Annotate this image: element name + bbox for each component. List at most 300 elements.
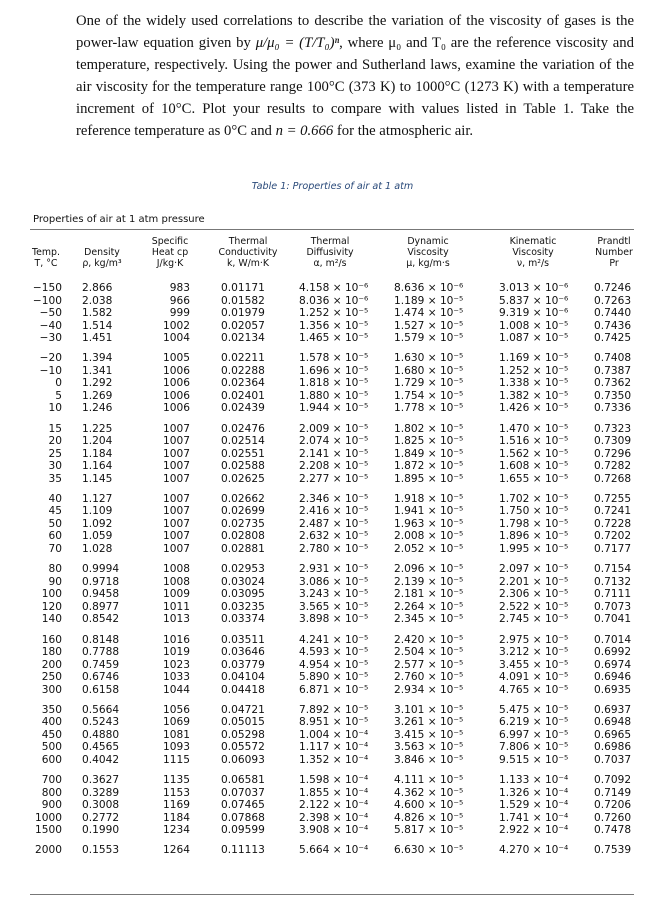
cell-prandtl: 0.6946 (594, 671, 632, 683)
cell-diffusivity: 1.356 × 10⁻⁵ (299, 319, 369, 332)
cell-specific-heat: 966 (169, 294, 190, 307)
cell-diffusivity: 1.578 × 10⁻⁵ (299, 352, 369, 365)
cell-density: 1.292 (82, 377, 113, 390)
cell-conductivity: 0.05572 (221, 741, 265, 754)
cell-diffusivity: 2.122 × 10⁻⁴ (299, 799, 369, 812)
cell-specific-heat: 1006 (163, 389, 190, 402)
cell-conductivity: 0.02364 (221, 377, 265, 390)
cell-conductivity: 0.01171 (221, 282, 265, 294)
cell-density: 1.184 (82, 447, 113, 460)
cell-kinematic-viscosity: 4.270 × 10⁻⁴ (499, 844, 569, 857)
cell-conductivity: 0.01582 (221, 294, 265, 307)
cell-diffusivity: 3.243 × 10⁻⁵ (299, 588, 369, 601)
cell-temp: 25 (48, 447, 62, 460)
cell-density: 1.204 (82, 435, 113, 448)
header-specific-heat (130, 236, 210, 269)
table-caption: Table 1: Properties of air at 1 atm (251, 181, 414, 192)
cell-diffusivity: 2.487 × 10⁻⁵ (299, 517, 369, 530)
cell-specific-heat: 999 (169, 307, 190, 319)
cell-kinematic-viscosity: 1.702 × 10⁻⁵ (499, 492, 569, 505)
cell-density: 1.059 (82, 530, 113, 543)
cell-dynamic-viscosity: 2.096 × 10⁻⁵ (394, 563, 464, 576)
table-title: Properties of air at 1 atm pressure (33, 214, 205, 225)
cell-prandtl: 0.7228 (594, 517, 632, 530)
cell-temp: 300 (41, 683, 62, 696)
cell-density: 1.394 (82, 352, 113, 365)
header-line: Temp. (32, 247, 60, 258)
cell-temp: 70 (48, 542, 62, 555)
cell-dynamic-viscosity: 2.577 × 10⁻⁵ (394, 658, 464, 671)
cell-prandtl: 0.7323 (594, 422, 632, 435)
cell-specific-heat: 1013 (163, 613, 190, 626)
cell-diffusivity: 5.890 × 10⁻⁵ (299, 671, 369, 683)
cell-specific-heat: 1044 (163, 683, 190, 696)
cell-dynamic-viscosity: 1.754 × 10⁻⁵ (394, 389, 464, 402)
cell-specific-heat: 1135 (163, 774, 190, 787)
cell-specific-heat: 983 (169, 282, 190, 294)
problem-paragraph (76, 10, 634, 142)
cell-diffusivity: 1.252 × 10⁻⁵ (299, 307, 369, 319)
cell-dynamic-viscosity: 1.729 × 10⁻⁵ (394, 377, 464, 390)
cell-kinematic-viscosity: 1.252 × 10⁻⁵ (499, 364, 569, 377)
cell-temp: 350 (41, 703, 62, 716)
cell-prandtl: 0.7092 (594, 774, 632, 787)
cell-temp: 250 (41, 671, 62, 683)
header-line: ρ, kg/m³ (82, 258, 122, 269)
cell-dynamic-viscosity: 2.181 × 10⁻⁵ (394, 588, 464, 601)
cell-density: 2.866 (82, 282, 113, 294)
cell-diffusivity: 3.898 × 10⁻⁵ (299, 613, 369, 626)
cell-kinematic-viscosity: 2.201 × 10⁻⁵ (499, 575, 569, 588)
cell-specific-heat: 1169 (163, 799, 190, 812)
cell-dynamic-viscosity: 2.934 × 10⁻⁵ (394, 683, 464, 696)
cell-temp: 60 (48, 530, 62, 543)
cell-kinematic-viscosity: 1.995 × 10⁻⁵ (499, 542, 569, 555)
cell-density: 1.092 (82, 517, 113, 530)
cell-specific-heat: 1006 (163, 364, 190, 377)
header-kinematic-viscosity (493, 236, 573, 269)
cell-density: 1.127 (82, 492, 113, 505)
cell-temp: 140 (41, 613, 62, 626)
cell-conductivity: 0.02699 (221, 505, 265, 518)
cell-conductivity: 0.02439 (221, 402, 265, 415)
cell-prandtl: 0.7268 (594, 472, 632, 485)
cell-kinematic-viscosity: 1.741 × 10⁻⁴ (499, 811, 569, 824)
cell-prandtl: 0.7149 (594, 786, 632, 799)
cell-dynamic-viscosity: 6.630 × 10⁻⁵ (394, 844, 464, 857)
cell-specific-heat: 1002 (163, 319, 190, 332)
header-line: Dynamic (407, 236, 449, 247)
cell-prandtl: 0.6935 (594, 683, 632, 696)
cell-kinematic-viscosity: 2.922 × 10⁻⁴ (499, 824, 569, 837)
cell-specific-heat: 1081 (163, 728, 190, 741)
cell-specific-heat: 1019 (163, 646, 190, 658)
cell-dynamic-viscosity: 1.825 × 10⁻⁵ (394, 435, 464, 448)
cell-prandtl: 0.6986 (594, 741, 632, 754)
cell-conductivity: 0.02057 (221, 319, 265, 332)
cell-kinematic-viscosity: 3.455 × 10⁻⁵ (499, 658, 569, 671)
cell-specific-heat: 1008 (163, 575, 190, 588)
cell-specific-heat: 1007 (163, 447, 190, 460)
cell-kinematic-viscosity: 2.306 × 10⁻⁵ (499, 588, 569, 601)
header-line: Thermal (310, 236, 350, 247)
cell-kinematic-viscosity: 1.470 × 10⁻⁵ (499, 422, 569, 435)
cell-dynamic-viscosity: 2.139 × 10⁻⁵ (394, 575, 464, 588)
cell-temp: 600 (41, 753, 62, 766)
cell-density: 0.4565 (82, 741, 120, 754)
cell-prandtl: 0.7260 (594, 811, 632, 824)
cell-specific-heat: 1007 (163, 517, 190, 530)
cell-specific-heat: 1005 (163, 352, 190, 365)
cell-diffusivity: 1.944 × 10⁻⁵ (299, 402, 369, 415)
cell-dynamic-viscosity: 4.826 × 10⁻⁵ (394, 811, 464, 824)
cell-density: 0.4042 (82, 753, 120, 766)
cell-specific-heat: 1011 (163, 600, 190, 613)
cell-specific-heat: 1004 (163, 332, 190, 344)
cell-dynamic-viscosity: 2.760 × 10⁻⁵ (394, 671, 464, 683)
cell-diffusivity: 6.871 × 10⁻⁵ (299, 683, 369, 696)
cell-conductivity: 0.02808 (221, 530, 265, 543)
cell-specific-heat: 1093 (163, 741, 190, 754)
cell-conductivity: 0.02953 (221, 563, 265, 576)
cell-specific-heat: 1006 (163, 377, 190, 390)
cell-conductivity: 0.02881 (221, 542, 265, 555)
cell-prandtl: 0.7263 (594, 294, 632, 307)
cell-diffusivity: 2.632 × 10⁻⁵ (299, 530, 369, 543)
cell-diffusivity: 2.346 × 10⁻⁵ (299, 492, 369, 505)
cell-temp: 40 (48, 492, 62, 505)
cell-specific-heat: 1007 (163, 422, 190, 435)
cell-dynamic-viscosity: 1.474 × 10⁻⁵ (394, 307, 464, 319)
cell-kinematic-viscosity: 3.212 × 10⁻⁵ (499, 646, 569, 658)
cell-conductivity: 0.11113 (221, 844, 265, 857)
cell-temp: 120 (41, 600, 62, 613)
header-line: Viscosity (512, 247, 554, 258)
header-line: T, °C (34, 258, 58, 269)
cell-kinematic-viscosity: 2.097 × 10⁻⁵ (499, 563, 569, 576)
cell-specific-heat: 1009 (163, 588, 190, 601)
cell-dynamic-viscosity: 2.345 × 10⁻⁵ (394, 613, 464, 626)
cell-kinematic-viscosity: 1.087 × 10⁻⁵ (499, 332, 569, 344)
cell-dynamic-viscosity: 1.941 × 10⁻⁵ (394, 505, 464, 518)
cell-dynamic-viscosity: 1.630 × 10⁻⁵ (394, 352, 464, 365)
header-line: μ, kg/m·s (406, 258, 450, 269)
cell-density: 0.1553 (82, 844, 120, 857)
cell-dynamic-viscosity: 1.802 × 10⁻⁵ (394, 422, 464, 435)
cell-dynamic-viscosity: 3.261 × 10⁻⁵ (394, 716, 464, 729)
cell-density: 0.9994 (82, 563, 120, 576)
cell-conductivity: 0.05015 (221, 716, 265, 729)
cell-density: 1.225 (82, 422, 113, 435)
cell-specific-heat: 1115 (163, 753, 190, 766)
cell-prandtl: 0.7246 (594, 282, 632, 294)
cell-prandtl: 0.7350 (594, 389, 632, 402)
exponent-value: n = 0.666 (275, 123, 334, 139)
header-line: ν, m²/s (516, 258, 550, 269)
cell-conductivity: 0.07037 (221, 786, 265, 799)
table-bottom-rule (30, 894, 634, 895)
cell-kinematic-viscosity: 1.008 × 10⁻⁵ (499, 319, 569, 332)
cell-conductivity: 0.02514 (221, 435, 265, 448)
cell-specific-heat: 1007 (163, 460, 190, 473)
cell-temp: 800 (41, 786, 62, 799)
cell-dynamic-viscosity: 1.778 × 10⁻⁵ (394, 402, 464, 415)
cell-density: 0.5243 (82, 716, 120, 729)
cell-conductivity: 0.02662 (221, 492, 265, 505)
cell-prandtl: 0.7037 (594, 753, 632, 766)
cell-conductivity: 0.03024 (221, 575, 265, 588)
cell-temp: 1000 (35, 811, 62, 824)
cell-temp: 50 (48, 517, 62, 530)
cell-dynamic-viscosity: 2.504 × 10⁻⁵ (394, 646, 464, 658)
cell-diffusivity: 1.004 × 10⁻⁴ (299, 728, 369, 741)
cell-specific-heat: 1007 (163, 505, 190, 518)
cell-density: 0.8148 (82, 633, 120, 646)
cell-diffusivity: 2.416 × 10⁻⁵ (299, 505, 369, 518)
cell-conductivity: 0.02588 (221, 460, 265, 473)
cell-kinematic-viscosity: 1.529 × 10⁻⁴ (499, 799, 569, 812)
cell-prandtl: 0.7436 (594, 319, 632, 332)
cell-temp: 180 (41, 646, 62, 658)
cell-dynamic-viscosity: 3.415 × 10⁻⁵ (394, 728, 464, 741)
paragraph-part-1: One of the widely used correlations to describe the variation of the viscosity of gases is the power-law equation given by (76, 13, 634, 51)
cell-kinematic-viscosity: 6.219 × 10⁻⁵ (499, 716, 569, 729)
cell-dynamic-viscosity: 1.963 × 10⁻⁵ (394, 517, 464, 530)
cell-dynamic-viscosity: 1.872 × 10⁻⁵ (394, 460, 464, 473)
cell-temp: −20 (39, 352, 62, 365)
header-line: Kinematic (509, 236, 557, 247)
cell-prandtl: 0.7132 (594, 575, 632, 588)
cell-prandtl: 0.7309 (594, 435, 632, 448)
header-line: α, m²/s (313, 258, 347, 269)
header-diffusivity (290, 236, 370, 269)
cell-prandtl: 0.7111 (594, 588, 632, 601)
cell-temp: 10 (48, 402, 62, 415)
cell-conductivity: 0.07465 (221, 799, 265, 812)
cell-prandtl: 0.7282 (594, 460, 632, 473)
header-line: Density (84, 247, 120, 258)
cell-kinematic-viscosity: 1.608 × 10⁻⁵ (499, 460, 569, 473)
cell-temp: 35 (48, 472, 62, 485)
cell-conductivity: 0.02625 (221, 472, 265, 485)
cell-density: 0.7788 (82, 646, 120, 658)
cell-diffusivity: 2.398 × 10⁻⁴ (299, 811, 369, 824)
cell-diffusivity: 1.352 × 10⁻⁴ (299, 753, 369, 766)
cell-kinematic-viscosity: 1.169 × 10⁻⁵ (499, 352, 569, 365)
power-law-equation: μ/μ₀ = (T/T₀)ⁿ (255, 35, 340, 51)
cell-kinematic-viscosity: 9.515 × 10⁻⁵ (499, 753, 569, 766)
cell-conductivity: 0.02288 (221, 364, 265, 377)
cell-dynamic-viscosity: 3.563 × 10⁻⁵ (394, 741, 464, 754)
cell-specific-heat: 1264 (163, 844, 190, 857)
cell-kinematic-viscosity: 2.975 × 10⁻⁵ (499, 633, 569, 646)
cell-dynamic-viscosity: 1.527 × 10⁻⁵ (394, 319, 464, 332)
cell-diffusivity: 4.241 × 10⁻⁵ (299, 633, 369, 646)
cell-diffusivity: 1.855 × 10⁻⁴ (299, 786, 369, 799)
cell-kinematic-viscosity: 5.475 × 10⁻⁵ (499, 703, 569, 716)
cell-prandtl: 0.7425 (594, 332, 632, 344)
cell-dynamic-viscosity: 2.052 × 10⁻⁵ (394, 542, 464, 555)
cell-specific-heat: 1234 (163, 824, 190, 837)
cell-specific-heat: 1007 (163, 530, 190, 543)
cell-prandtl: 0.7296 (594, 447, 632, 460)
cell-density: 0.1990 (82, 824, 120, 837)
cell-temp: 90 (48, 575, 62, 588)
cell-kinematic-viscosity: 1.750 × 10⁻⁵ (499, 505, 569, 518)
header-line: Number (595, 247, 633, 258)
cell-temp: −40 (39, 319, 62, 332)
cell-diffusivity: 2.141 × 10⁻⁵ (299, 447, 369, 460)
header-line: Pr (609, 258, 619, 269)
cell-dynamic-viscosity: 3.846 × 10⁻⁵ (394, 753, 464, 766)
cell-dynamic-viscosity: 3.101 × 10⁻⁵ (394, 703, 464, 716)
cell-conductivity: 0.03511 (221, 633, 265, 646)
cell-prandtl: 0.7408 (594, 352, 632, 365)
cell-dynamic-viscosity: 1.849 × 10⁻⁵ (394, 447, 464, 460)
cell-density: 1.514 (82, 319, 113, 332)
cell-prandtl: 0.7014 (594, 633, 632, 646)
cell-diffusivity: 4.158 × 10⁻⁶ (299, 282, 369, 294)
cell-temp: 700 (41, 774, 62, 787)
cell-conductivity: 0.06093 (221, 753, 265, 766)
cell-specific-heat: 1006 (163, 402, 190, 415)
header-line: Viscosity (407, 247, 449, 258)
cell-density: 0.3627 (82, 774, 120, 787)
cell-diffusivity: 8.951 × 10⁻⁵ (299, 716, 369, 729)
cell-dynamic-viscosity: 1.918 × 10⁻⁵ (394, 492, 464, 505)
cell-prandtl: 0.7241 (594, 505, 632, 518)
cell-temp: 200 (41, 658, 62, 671)
cell-diffusivity: 3.086 × 10⁻⁵ (299, 575, 369, 588)
cell-density: 1.451 (82, 332, 113, 344)
cell-density: 0.8542 (82, 613, 120, 626)
cell-density: 0.5664 (82, 703, 120, 716)
cell-conductivity: 0.03779 (221, 658, 265, 671)
cell-temp: 15 (48, 422, 62, 435)
cell-density: 0.8977 (82, 600, 120, 613)
header-line: Heat cp (151, 247, 189, 258)
cell-density: 1.582 (82, 307, 113, 319)
cell-specific-heat: 1007 (163, 542, 190, 555)
cell-prandtl: 0.6948 (594, 716, 632, 729)
cell-prandtl: 0.7440 (594, 307, 632, 319)
cell-diffusivity: 2.780 × 10⁻⁵ (299, 542, 369, 555)
cell-kinematic-viscosity: 1.338 × 10⁻⁵ (499, 377, 569, 390)
header-line: Specific (151, 236, 189, 247)
cell-density: 1.164 (82, 460, 113, 473)
cell-density: 1.246 (82, 402, 113, 415)
cell-diffusivity: 1.117 × 10⁻⁴ (299, 741, 369, 754)
cell-prandtl: 0.7202 (594, 530, 632, 543)
cell-dynamic-viscosity: 4.362 × 10⁻⁵ (394, 786, 464, 799)
header-line: Conductivity (218, 247, 278, 258)
cell-prandtl: 0.7478 (594, 824, 632, 837)
cell-kinematic-viscosity: 6.997 × 10⁻⁵ (499, 728, 569, 741)
cell-density: 0.3008 (82, 799, 120, 812)
cell-diffusivity: 1.696 × 10⁻⁵ (299, 364, 369, 377)
cell-temp: 45 (48, 505, 62, 518)
cell-density: 0.6158 (82, 683, 120, 696)
cell-dynamic-viscosity: 2.008 × 10⁻⁵ (394, 530, 464, 543)
cell-diffusivity: 2.074 × 10⁻⁵ (299, 435, 369, 448)
cell-dynamic-viscosity: 4.600 × 10⁻⁵ (394, 799, 464, 812)
cell-temp: 30 (48, 460, 62, 473)
cell-kinematic-viscosity: 1.133 × 10⁻⁴ (499, 774, 569, 787)
cell-conductivity: 0.03095 (221, 588, 265, 601)
cell-prandtl: 0.7177 (594, 542, 632, 555)
cell-prandtl: 0.6965 (594, 728, 632, 741)
cell-diffusivity: 7.892 × 10⁻⁵ (299, 703, 369, 716)
cell-conductivity: 0.02401 (221, 389, 265, 402)
cell-conductivity: 0.06581 (221, 774, 265, 787)
cell-conductivity: 0.02551 (221, 447, 265, 460)
cell-conductivity: 0.04721 (221, 703, 265, 716)
cell-prandtl: 0.7362 (594, 377, 632, 390)
cell-dynamic-viscosity: 8.636 × 10⁻⁶ (394, 282, 464, 294)
cell-conductivity: 0.02211 (221, 352, 265, 365)
cell-dynamic-viscosity: 1.579 × 10⁻⁵ (394, 332, 464, 344)
cell-temp: 5 (55, 389, 62, 402)
cell-kinematic-viscosity: 1.516 × 10⁻⁵ (499, 435, 569, 448)
cell-conductivity: 0.09599 (221, 824, 265, 837)
cell-density: 0.2772 (82, 811, 120, 824)
cell-specific-heat: 1184 (163, 811, 190, 824)
cell-temp: 80 (48, 563, 62, 576)
cell-diffusivity: 1.880 × 10⁻⁵ (299, 389, 369, 402)
cell-temp: 160 (41, 633, 62, 646)
cell-temp: 450 (41, 728, 62, 741)
cell-temp: −50 (39, 307, 62, 319)
cell-conductivity: 0.03646 (221, 646, 265, 658)
cell-prandtl: 0.7041 (594, 613, 632, 626)
header-line: Prandtl (597, 236, 631, 247)
cell-density: 1.341 (82, 364, 113, 377)
cell-density: 1.109 (82, 505, 113, 518)
cell-temp: −150 (32, 282, 62, 294)
cell-diffusivity: 2.208 × 10⁻⁵ (299, 460, 369, 473)
cell-dynamic-viscosity: 1.680 × 10⁻⁵ (394, 364, 464, 377)
header-conductivity (208, 236, 288, 269)
cell-diffusivity: 1.598 × 10⁻⁴ (299, 774, 369, 787)
cell-diffusivity: 3.565 × 10⁻⁵ (299, 600, 369, 613)
cell-density: 0.6746 (82, 671, 120, 683)
cell-specific-heat: 1007 (163, 472, 190, 485)
cell-prandtl: 0.6992 (594, 646, 632, 658)
cell-kinematic-viscosity: 4.091 × 10⁻⁵ (499, 671, 569, 683)
cell-density: 1.269 (82, 389, 113, 402)
header-line: Thermal (228, 236, 268, 247)
cell-conductivity: 0.03235 (221, 600, 265, 613)
cell-dynamic-viscosity: 2.264 × 10⁻⁵ (394, 600, 464, 613)
cell-specific-heat: 1007 (163, 435, 190, 448)
cell-specific-heat: 1033 (163, 671, 190, 683)
cell-density: 0.7459 (82, 658, 120, 671)
cell-prandtl: 0.7255 (594, 492, 632, 505)
cell-dynamic-viscosity: 5.817 × 10⁻⁵ (394, 824, 464, 837)
cell-specific-heat: 1007 (163, 492, 190, 505)
cell-prandtl: 0.7336 (594, 402, 632, 415)
cell-kinematic-viscosity: 2.522 × 10⁻⁵ (499, 600, 569, 613)
cell-kinematic-viscosity: 1.896 × 10⁻⁵ (499, 530, 569, 543)
cell-specific-heat: 1008 (163, 563, 190, 576)
table-top-rule (30, 229, 634, 230)
cell-prandtl: 0.7073 (594, 600, 632, 613)
header-dynamic-viscosity (388, 236, 468, 269)
cell-temp: 400 (41, 716, 62, 729)
cell-kinematic-viscosity: 1.326 × 10⁻⁴ (499, 786, 569, 799)
cell-diffusivity: 5.664 × 10⁻⁴ (299, 844, 369, 857)
cell-prandtl: 0.6937 (594, 703, 632, 716)
